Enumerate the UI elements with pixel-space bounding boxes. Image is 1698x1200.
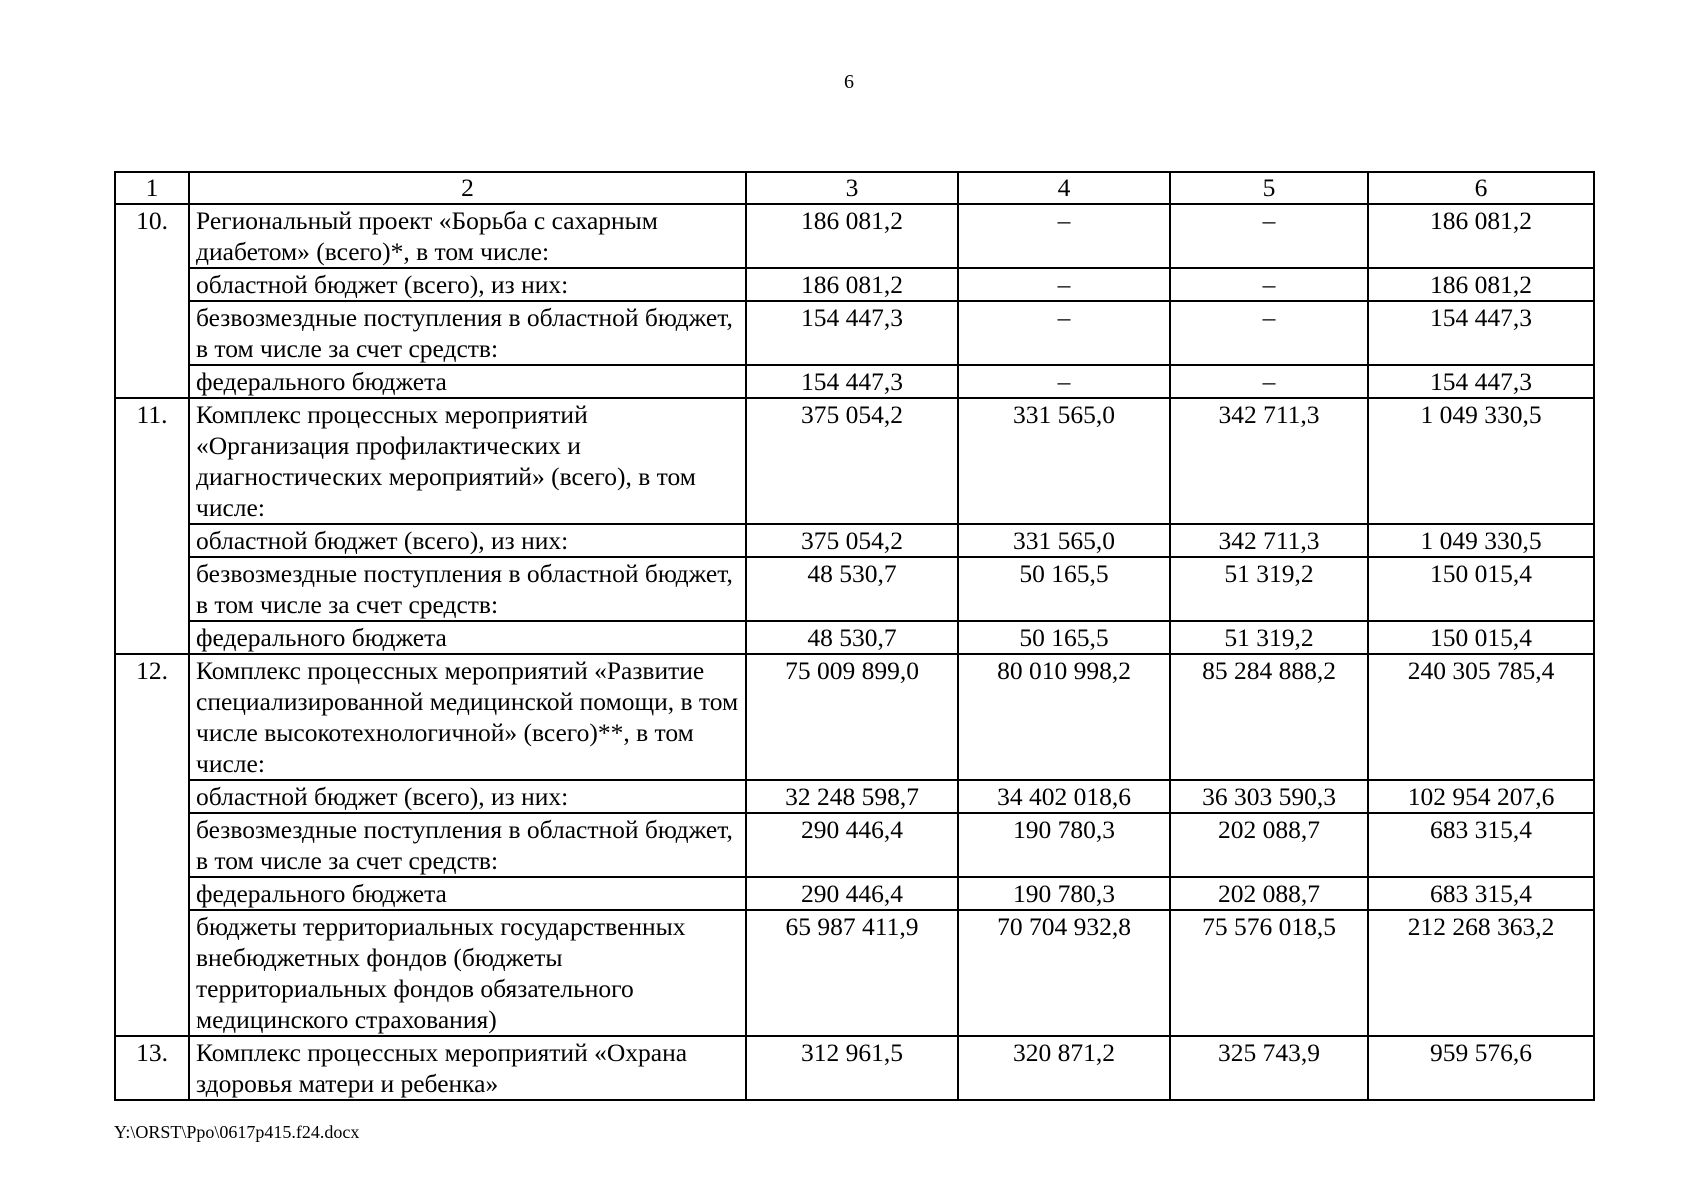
value-cell: 150 015,4 [1368, 621, 1594, 654]
table-row [115, 1036, 1594, 1100]
row-label: Комплекс процессных мероприятий «Организация профилактических и диагностических мероприятий» (всего), в том числе: [189, 398, 746, 524]
value-cell: 1 049 330,5 [1368, 398, 1594, 524]
row-label: Региональный проект «Борьба с сахарным диабетом» (всего)*, в том числе: [189, 204, 746, 268]
file-path-footer: Y:\ORST\Ppo\0617p415.f24.docx [114, 1122, 360, 1142]
table-row [115, 621, 1594, 654]
value-cell: 202 088,7 [1170, 813, 1368, 877]
value-cell: 50 165,5 [958, 621, 1170, 654]
header-cell: 2 [189, 172, 746, 204]
row-label: Комплекс процессных мероприятий «Развитие специализированной медицинской помощи, в том числе высокотехнологичной» (всего)**, в том числе: [189, 654, 746, 780]
row-label: бюджеты территориальных государственных внебюджетных фондов (бюджеты территориальных фондов обязательного медицинского страхования) [189, 910, 746, 1036]
value-cell: 48 530,7 [746, 621, 958, 654]
value-cell: 212 268 363,2 [1368, 910, 1594, 1036]
value-cell: 331 565,0 [958, 524, 1170, 557]
table-row [115, 910, 1594, 1036]
table-row [115, 813, 1594, 877]
table-row [115, 301, 1594, 365]
value-cell: 75 576 018,5 [1170, 910, 1368, 1036]
value-cell: 154 447,3 [1368, 365, 1594, 398]
value-cell: 312 961,5 [746, 1036, 958, 1100]
value-cell: 290 446,4 [746, 813, 958, 877]
row-number: 12. [115, 654, 189, 1036]
header-cell: 6 [1368, 172, 1594, 204]
row-number: 13. [115, 1036, 189, 1100]
value-cell: 683 315,4 [1368, 877, 1594, 910]
row-label: безвозмездные поступления в областной бюджет, в том числе за счет средств: [189, 813, 746, 877]
value-cell: 375 054,2 [746, 398, 958, 524]
value-cell: 75 009 899,0 [746, 654, 958, 780]
row-label: областной бюджет (всего), из них: [189, 524, 746, 557]
value-cell: 154 447,3 [746, 365, 958, 398]
value-cell: 186 081,2 [1368, 204, 1594, 268]
value-cell: 150 015,4 [1368, 557, 1594, 621]
row-number: 11. [115, 398, 189, 654]
value-cell: 186 081,2 [746, 204, 958, 268]
value-cell: 290 446,4 [746, 877, 958, 910]
value-cell: 683 315,4 [1368, 813, 1594, 877]
value-cell: 154 447,3 [1368, 301, 1594, 365]
budget-table [114, 171, 1595, 1101]
page-number: 6 [844, 71, 854, 93]
value-cell: 959 576,6 [1368, 1036, 1594, 1100]
row-label: федерального бюджета [189, 621, 746, 654]
value-cell: 186 081,2 [1368, 268, 1594, 301]
value-cell: 240 305 785,4 [1368, 654, 1594, 780]
table-row [115, 654, 1594, 780]
table-row [115, 877, 1594, 910]
value-cell: – [958, 365, 1170, 398]
value-cell: 190 780,3 [958, 877, 1170, 910]
table-row [115, 557, 1594, 621]
value-cell: 80 010 998,2 [958, 654, 1170, 780]
row-label: федерального бюджета [189, 365, 746, 398]
value-cell: – [958, 301, 1170, 365]
row-label: областной бюджет (всего), из них: [189, 780, 746, 813]
value-cell: 65 987 411,9 [746, 910, 958, 1036]
value-cell: 34 402 018,6 [958, 780, 1170, 813]
value-cell: 202 088,7 [1170, 877, 1368, 910]
table-row [115, 204, 1594, 268]
value-cell: – [1170, 301, 1368, 365]
value-cell: 85 284 888,2 [1170, 654, 1368, 780]
table-header-row [115, 172, 1594, 204]
row-number: 10. [115, 204, 189, 398]
value-cell: 51 319,2 [1170, 557, 1368, 621]
value-cell: – [1170, 204, 1368, 268]
value-cell: 186 081,2 [746, 268, 958, 301]
value-cell: – [958, 268, 1170, 301]
header-cell: 4 [958, 172, 1170, 204]
header-cell: 5 [1170, 172, 1368, 204]
value-cell: 51 319,2 [1170, 621, 1368, 654]
value-cell: 375 054,2 [746, 524, 958, 557]
value-cell: – [958, 204, 1170, 268]
header-cell: 3 [746, 172, 958, 204]
table-row [115, 365, 1594, 398]
value-cell: 320 871,2 [958, 1036, 1170, 1100]
table-row [115, 524, 1594, 557]
row-label: Комплекс процессных мероприятий «Охрана здоровья матери и ребенка» [189, 1036, 746, 1100]
value-cell: 331 565,0 [958, 398, 1170, 524]
row-label: безвозмездные поступления в областной бюджет, в том числе за счет средств: [189, 557, 746, 621]
row-label: федерального бюджета [189, 877, 746, 910]
value-cell: 48 530,7 [746, 557, 958, 621]
header-cell: 1 [115, 172, 189, 204]
table-row [115, 398, 1594, 524]
table-row [115, 268, 1594, 301]
row-label: безвозмездные поступления в областной бюджет, в том числе за счет средств: [189, 301, 746, 365]
value-cell: 1 049 330,5 [1368, 524, 1594, 557]
value-cell: 70 704 932,8 [958, 910, 1170, 1036]
value-cell: 190 780,3 [958, 813, 1170, 877]
value-cell: 102 954 207,6 [1368, 780, 1594, 813]
value-cell: 36 303 590,3 [1170, 780, 1368, 813]
table-row [115, 780, 1594, 813]
value-cell: 342 711,3 [1170, 398, 1368, 524]
value-cell: – [1170, 268, 1368, 301]
value-cell: 50 165,5 [958, 557, 1170, 621]
value-cell: 342 711,3 [1170, 524, 1368, 557]
row-label: областной бюджет (всего), из них: [189, 268, 746, 301]
value-cell: – [1170, 365, 1368, 398]
value-cell: 154 447,3 [746, 301, 958, 365]
value-cell: 32 248 598,7 [746, 780, 958, 813]
value-cell: 325 743,9 [1170, 1036, 1368, 1100]
